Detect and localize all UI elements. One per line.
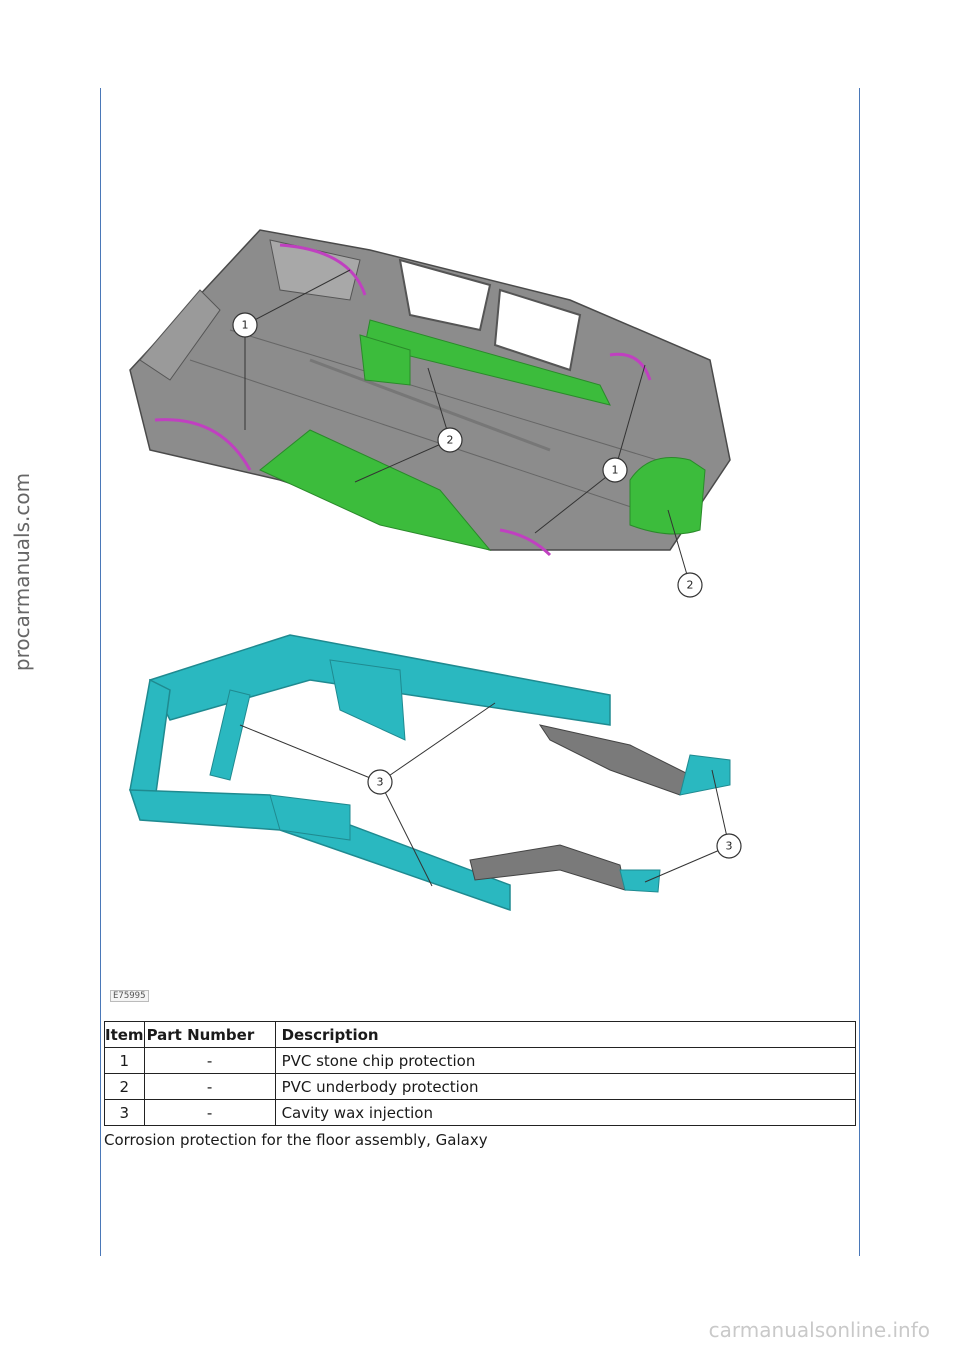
table-row bbox=[105, 1074, 856, 1100]
cell-part-number: - bbox=[144, 1074, 275, 1100]
frame-rails bbox=[130, 635, 730, 910]
callout-3-left bbox=[368, 770, 392, 794]
callout-2-right bbox=[678, 573, 702, 597]
cell-part-number: - bbox=[144, 1100, 275, 1126]
table-row bbox=[105, 1048, 856, 1074]
cell-item: 2 bbox=[105, 1074, 145, 1100]
figure-code: E75995 bbox=[110, 990, 149, 1002]
svg-text:1: 1 bbox=[611, 463, 619, 477]
cell-part-number: - bbox=[144, 1048, 275, 1074]
parts-table bbox=[104, 1021, 856, 1126]
svg-text:3: 3 bbox=[725, 839, 733, 853]
callout-3-right bbox=[717, 834, 741, 858]
cell-description: PVC underbody protection bbox=[275, 1074, 855, 1100]
callout-1-right bbox=[603, 458, 627, 482]
cell-item: 1 bbox=[105, 1048, 145, 1074]
callout-1-left bbox=[233, 313, 257, 337]
header-part-number: Part Number bbox=[144, 1022, 275, 1048]
floor-assembly-illustration bbox=[110, 220, 750, 920]
right-margin-rule bbox=[859, 88, 860, 1256]
figure-caption: Corrosion protection for the floor assembly, Galaxy bbox=[104, 1131, 488, 1149]
cell-description: PVC stone chip protection bbox=[275, 1048, 855, 1074]
cell-item: 3 bbox=[105, 1100, 145, 1126]
side-watermark: procarmanuals.com bbox=[10, 472, 34, 672]
table-row bbox=[105, 1100, 856, 1126]
svg-text:3: 3 bbox=[376, 775, 384, 789]
left-margin-rule bbox=[100, 88, 101, 1256]
table-header-row bbox=[105, 1022, 856, 1048]
svg-text:2: 2 bbox=[446, 433, 454, 447]
bottom-watermark: carmanualsonline.info bbox=[708, 1318, 930, 1342]
header-description: Description bbox=[275, 1022, 855, 1048]
cell-description: Cavity wax injection bbox=[275, 1100, 855, 1126]
svg-text:2: 2 bbox=[686, 578, 694, 592]
callout-2-center bbox=[438, 428, 462, 452]
header-item: Item bbox=[105, 1022, 145, 1048]
svg-text:1: 1 bbox=[241, 318, 249, 332]
